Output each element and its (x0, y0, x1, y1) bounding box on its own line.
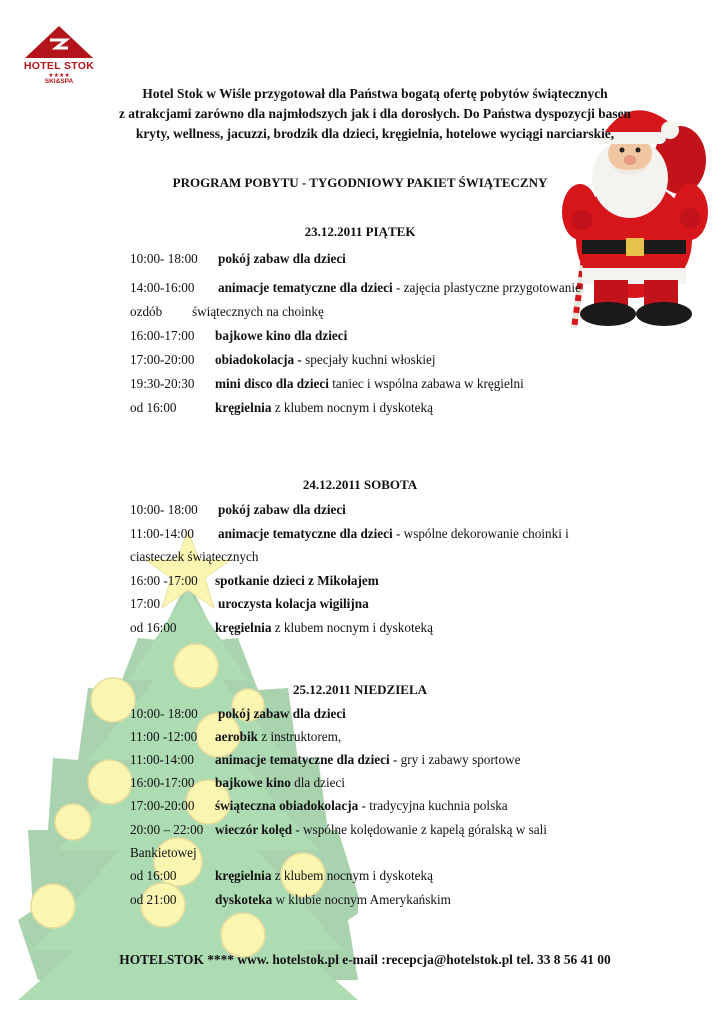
logo-subtitle: SKI&SPA (44, 78, 74, 85)
row-time: 16:00-17:00 (130, 775, 195, 790)
row-activity: wieczór kolęd (215, 822, 293, 837)
row-activity: bajkowe kino (215, 775, 291, 790)
row-detail: z klubem nocnym i dyskoteką (271, 868, 433, 883)
row-detail: - tradycyjna kuchnia polska (358, 798, 508, 813)
schedule-row (130, 502, 346, 518)
schedule-row (130, 280, 581, 296)
row-time: ciasteczek świątecznych (130, 549, 259, 564)
row-activity: kręgielnia (215, 620, 272, 635)
day-heading: 24.12.2011 SOBOTA (302, 477, 418, 492)
row-detail: - gry i zabawy sportowe (389, 752, 521, 767)
schedule-row (130, 328, 347, 344)
row-time: od 21:00 (130, 892, 177, 907)
intro-line: z atrakcjami zarówno dla najmłodszych jak i dla dorosłych. Do Państwa dyspozycji basen (119, 106, 631, 121)
row-time: 10:00- 18:00 (130, 706, 198, 721)
row-detail: świątecznych na choinkę (192, 304, 324, 319)
row-time: 17:00 (130, 596, 161, 611)
schedule-row (130, 376, 524, 392)
schedule-row (130, 400, 433, 416)
row-time: 10:00- 18:00 (130, 251, 198, 266)
schedule-row (130, 892, 451, 908)
row-detail: taniec i wspólna zabawa w kręgielni (328, 376, 524, 391)
row-activity: pokój zabaw dla dzieci (218, 706, 346, 721)
row-activity: mini disco dla dzieci (215, 376, 329, 391)
day-heading: 25.12.2011 NIEDZIELA (293, 682, 427, 697)
intro-line: Hotel Stok w Wiśle przygotował dla Państwa bogatą ofertę pobytów świątecznych (142, 86, 608, 101)
row-time: 11:00-14:00 (130, 526, 194, 541)
row-activity: uroczysta kolacja wigilijna (218, 596, 369, 611)
row-activity: animacje tematyczne dla dzieci (218, 526, 393, 541)
row-time: 17:00-20:00 (130, 352, 195, 367)
row-detail: - wspólne dekorowanie choinki i (392, 526, 569, 541)
row-time: 20:00 – 22:00 (130, 822, 204, 837)
schedule-row (130, 752, 520, 768)
day-heading: 23.12.2011 PIĄTEK (304, 224, 416, 239)
schedule-row (130, 868, 433, 884)
row-detail: z klubem nocnym i dyskoteką (271, 400, 433, 415)
row-time: 19:30-20:30 (130, 376, 195, 391)
footer-contact: HOTELSTOK **** www. hotelstok.pl e-mail :recepcja@hotelstok.pl tel. 33 8 56 41 00 (119, 952, 611, 967)
row-time: 11:00 -12:00 (130, 729, 198, 744)
row-detail: dla dzieci (290, 775, 346, 790)
row-time: ozdób (130, 304, 163, 319)
schedule-row (130, 729, 341, 745)
row-activity: bajkowe kino dla dzieci (215, 328, 348, 343)
row-activity: obiadokolacja - (215, 352, 302, 367)
schedule-row (130, 798, 508, 814)
schedule-row (130, 845, 197, 861)
schedule-row (130, 352, 436, 368)
row-detail: z instruktorem, (258, 729, 342, 744)
row-time: 16:00 -17:00 (130, 573, 198, 588)
row-time: 11:00-14:00 (130, 752, 194, 767)
schedule-row (130, 596, 369, 612)
row-time: od 16:00 (130, 400, 177, 415)
row-time: Bankietowej (130, 845, 197, 860)
logo-name: HOTEL STOK (23, 60, 95, 72)
row-detail: w klubie nocnym Amerykańskim (272, 892, 451, 907)
row-activity: spotkanie dzieci z Mikołajem (215, 573, 379, 588)
row-activity: aerobik (215, 729, 258, 744)
schedule-row (130, 775, 345, 791)
row-detail: specjały kuchni włoskiej (301, 352, 436, 367)
row-activity: animacje tematyczne dla dzieci (218, 280, 393, 295)
schedule-row (130, 304, 324, 320)
row-activity: kręgielnia (215, 868, 272, 883)
schedule-row (130, 620, 433, 636)
logo-stars: ★★★★ (48, 72, 70, 79)
program-title: PROGRAM POBYTU - TYGODNIOWY PAKIET ŚWIĄTECZNY (172, 175, 548, 190)
row-activity: animacje tematyczne dla dzieci (215, 752, 390, 767)
row-activity: kręgielnia (215, 400, 272, 415)
schedule-row (130, 822, 547, 838)
row-time: 16:00-17:00 (130, 328, 195, 343)
schedule-row (130, 573, 379, 589)
schedule-row (130, 549, 259, 565)
row-time: od 16:00 (130, 868, 177, 883)
row-time: 10:00- 18:00 (130, 502, 198, 517)
schedule-row (130, 251, 346, 267)
row-activity: świąteczna obiadokolacja (215, 798, 359, 813)
row-time: 14:00-16:00 (130, 280, 195, 295)
row-detail: - wspólne kolędowanie z kapelą góralską w sali (292, 822, 547, 837)
row-detail: - zajęcia plastyczne przygotowanie (392, 280, 581, 295)
schedule-row (130, 526, 569, 542)
row-time: od 16:00 (130, 620, 177, 635)
row-activity: pokój zabaw dla dzieci (218, 251, 346, 266)
row-detail: z klubem nocnym i dyskoteką (271, 620, 433, 635)
row-activity: dyskoteka (215, 892, 273, 907)
schedule-row (130, 706, 346, 722)
row-activity: pokój zabaw dla dzieci (218, 502, 346, 517)
intro-line: kryty, wellness, jacuzzi, brodzik dla dzieci, kręgielnia, hotelowe wyciągi narciarskie, (135, 126, 615, 141)
row-time: 17:00-20:00 (130, 798, 195, 813)
